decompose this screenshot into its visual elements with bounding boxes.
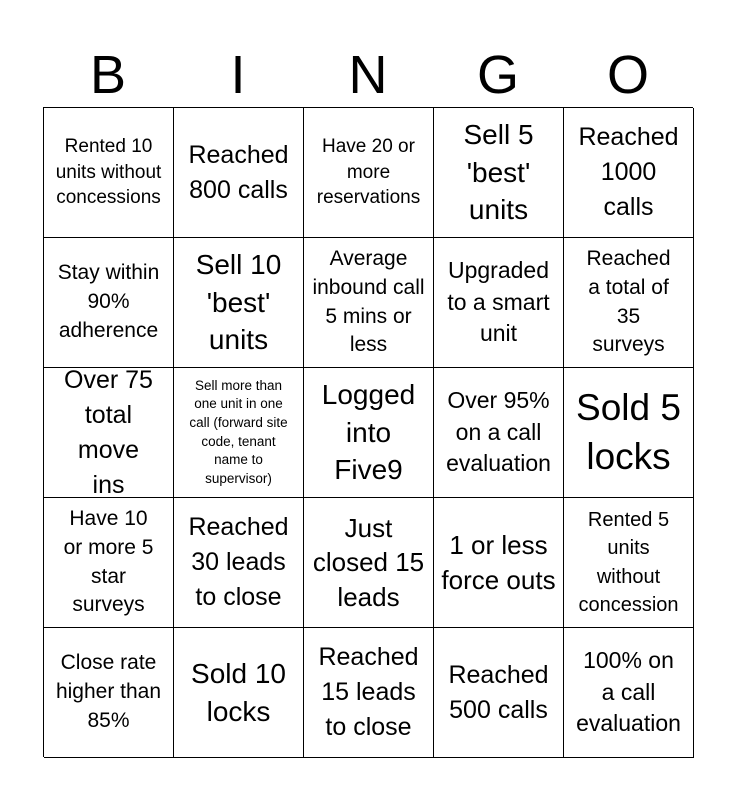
- bingo-cell[interactable]: 100% on a call evaluation: [564, 628, 694, 758]
- bingo-cell[interactable]: Sold 10 locks: [174, 628, 304, 758]
- bingo-cell[interactable]: Over 95% on a call evaluation: [434, 368, 564, 498]
- bingo-cell[interactable]: Have 10 or more 5 star surveys: [44, 498, 174, 628]
- bingo-cell[interactable]: Sold 5 locks: [564, 368, 694, 498]
- header-letter-n: N: [348, 45, 388, 105]
- bingo-board: [43, 107, 693, 757]
- header-letter-b: B: [89, 45, 127, 105]
- bingo-cell[interactable]: Upgraded to a smart unit: [434, 238, 564, 368]
- bingo-cell[interactable]: Sell 5 'best' units: [434, 108, 564, 238]
- header-letter-o: O: [606, 45, 649, 105]
- bingo-cell[interactable]: Sell more than one unit in one call (forward site code, tenant name to supervisor): [174, 368, 304, 498]
- bingo-cell[interactable]: Just closed 15 leads: [304, 498, 434, 628]
- bingo-cell[interactable]: Close rate higher than 85%: [44, 628, 174, 758]
- bingo-cell[interactable]: Over 75 total move ins: [44, 368, 174, 498]
- bingo-cell[interactable]: Stay within 90% adherence: [44, 238, 174, 368]
- bingo-cell[interactable]: Reached 15 leads to close: [304, 628, 434, 758]
- bingo-cell[interactable]: Average inbound call 5 mins or less: [304, 238, 434, 368]
- header-letter-i: I: [230, 45, 246, 105]
- bingo-cell[interactable]: Reached 30 leads to close: [174, 498, 304, 628]
- bingo-cell[interactable]: Logged into Five9: [304, 368, 434, 498]
- bingo-cell[interactable]: Reached 800 calls: [174, 108, 304, 238]
- bingo-cell[interactable]: Sell 10 'best' units: [174, 238, 304, 368]
- bingo-cell[interactable]: 1 or less force outs: [434, 498, 564, 628]
- bingo-cell[interactable]: Reached a total of 35 surveys: [564, 238, 694, 368]
- bingo-cell[interactable]: Rented 5 units without concession: [564, 498, 694, 628]
- header-letter-g: G: [476, 45, 519, 105]
- bingo-header: [43, 42, 693, 108]
- bingo-cell[interactable]: Reached 1000 calls: [564, 108, 694, 238]
- bingo-cell[interactable]: Have 20 or more reservations: [304, 108, 434, 238]
- bingo-cell[interactable]: Reached 500 calls: [434, 628, 564, 758]
- bingo-cell[interactable]: Rented 10 units without concessions: [44, 108, 174, 238]
